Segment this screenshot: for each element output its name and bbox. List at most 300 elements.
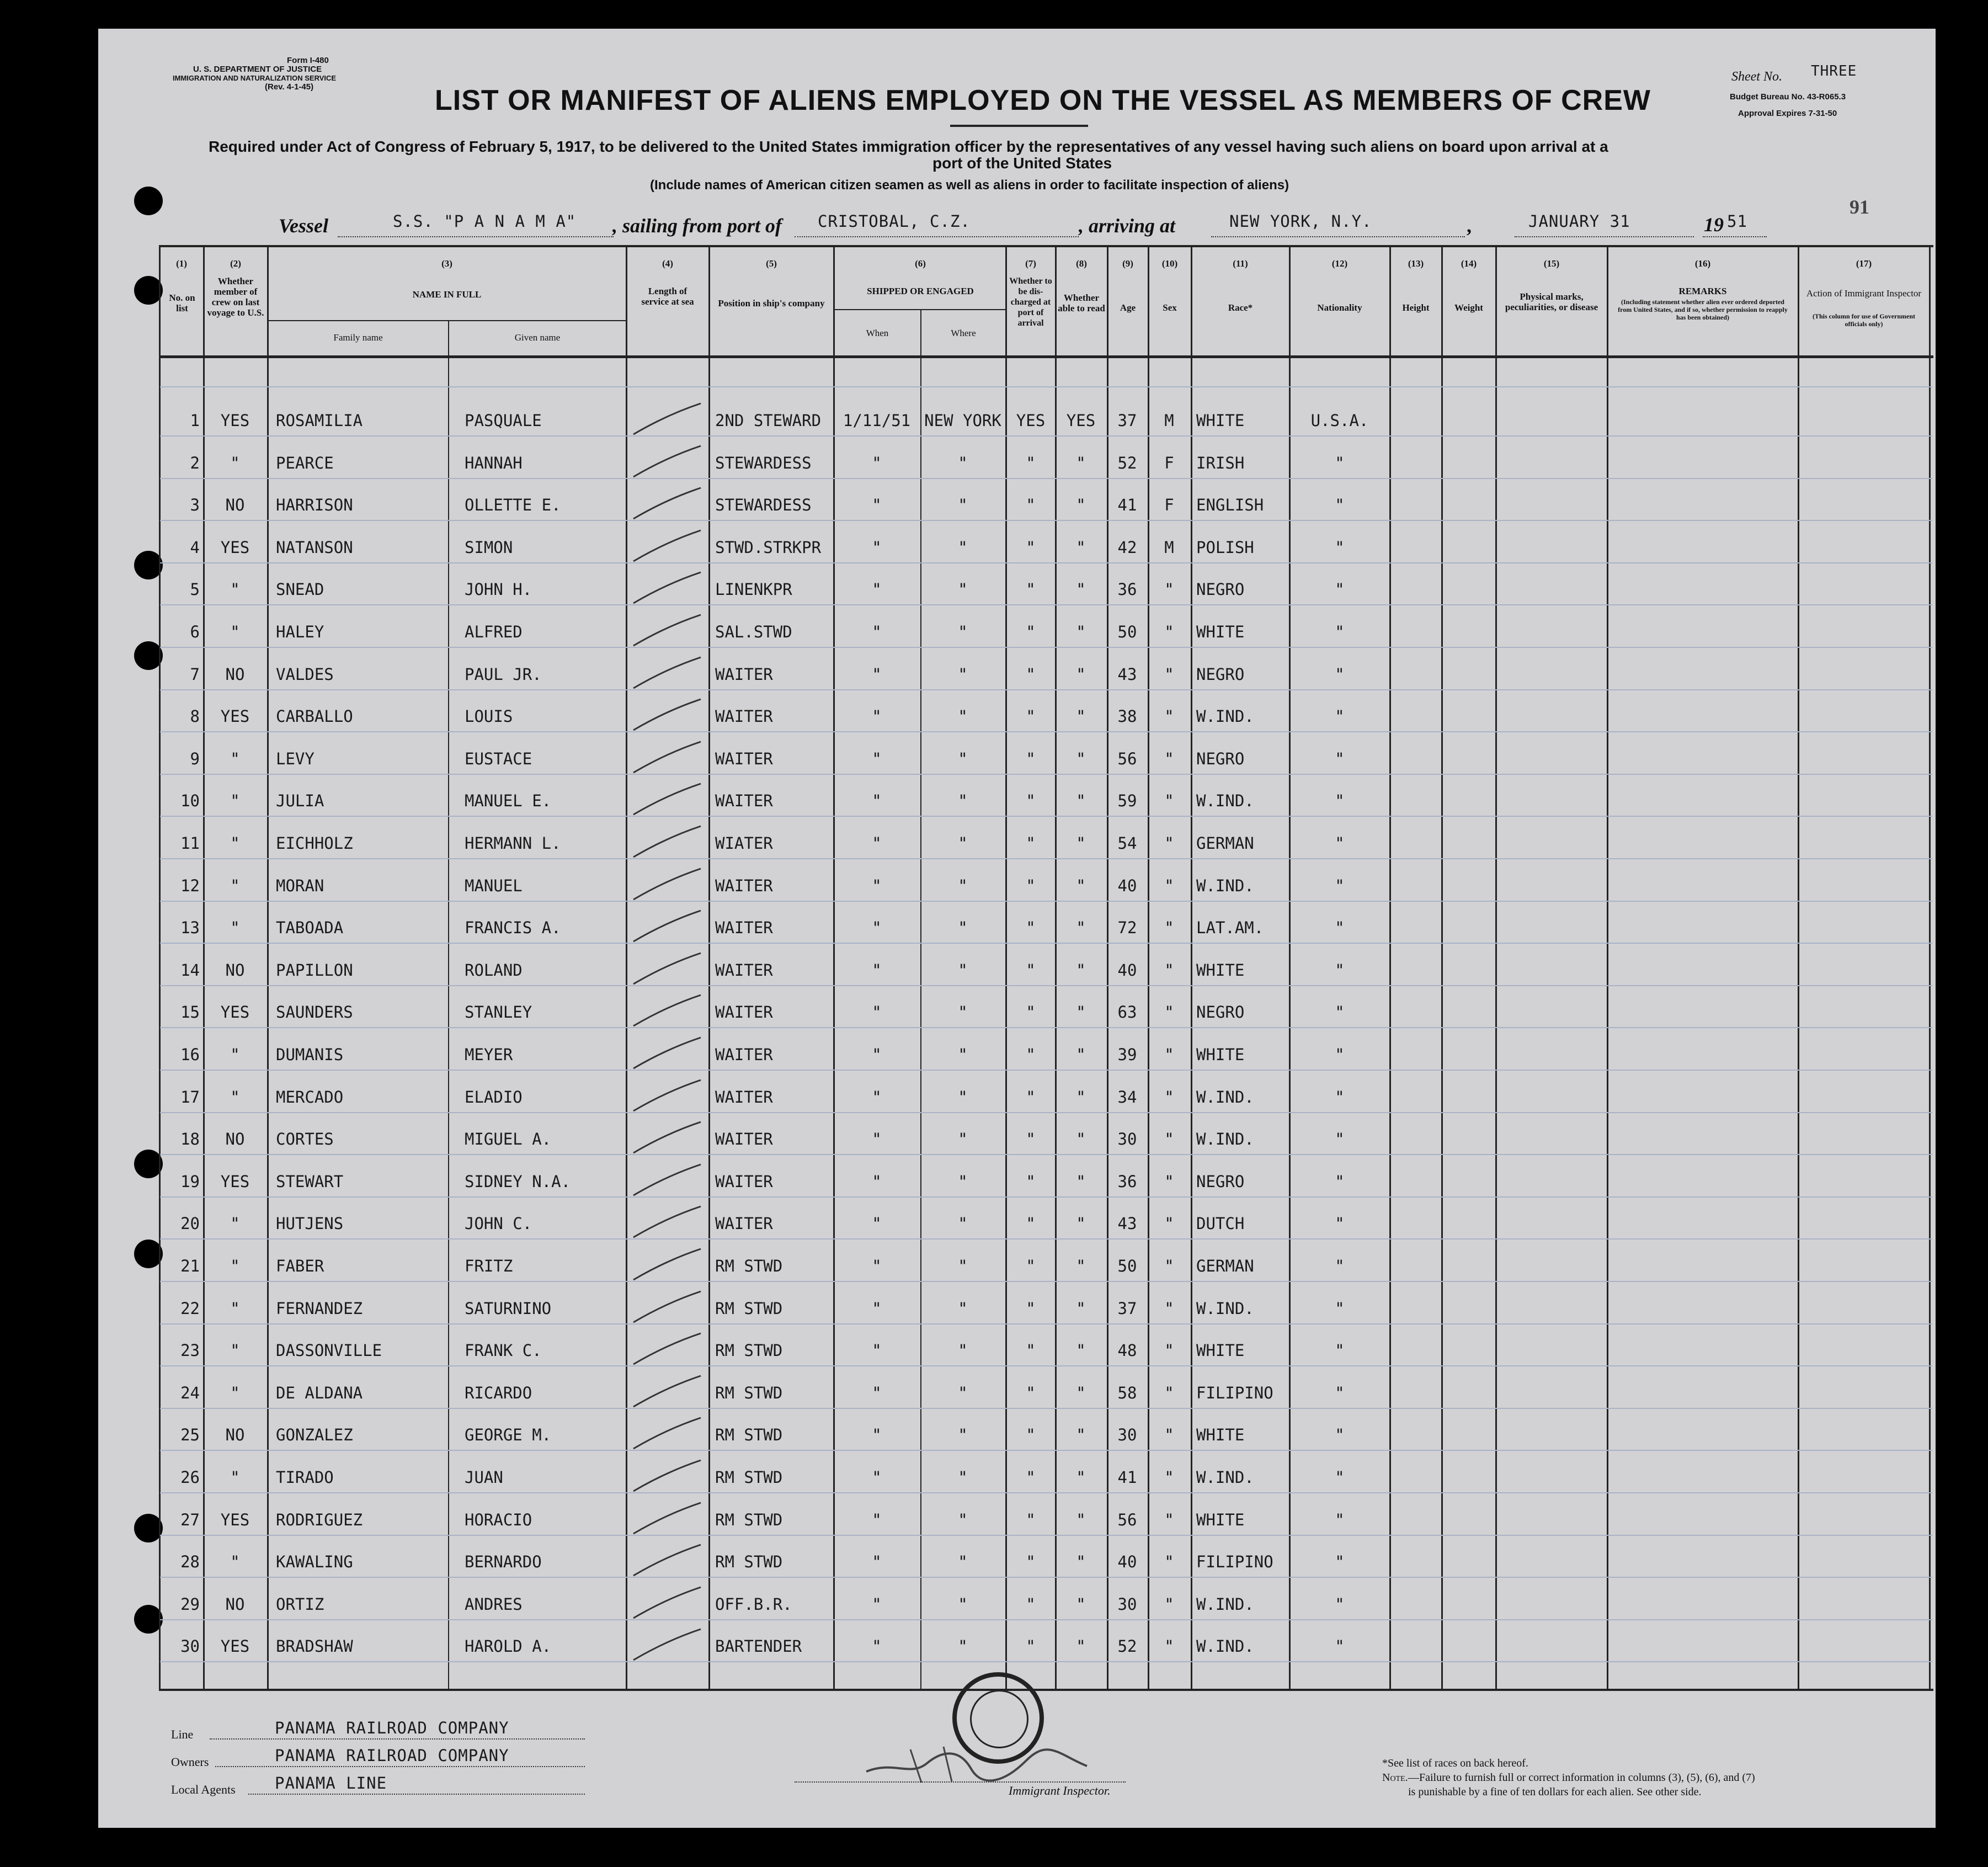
col3b-header: Given name — [514, 332, 561, 343]
race-note: *See list of races on back hereof. — [1382, 1757, 1528, 1769]
cell-age: 50 — [1117, 623, 1137, 641]
cell-nationality: " — [1335, 1468, 1345, 1487]
cell-given-name: MIGUEL A. — [465, 1130, 552, 1148]
col12-header: Nationality — [1317, 302, 1362, 313]
cell-number: 17 — [180, 1088, 200, 1107]
cell-number: 29 — [180, 1595, 200, 1614]
cell-previous-voyage: NO — [225, 1425, 245, 1444]
cell-discharged: " — [1026, 834, 1036, 853]
cell-family-name: RODRIGUEZ — [276, 1510, 363, 1529]
cell-position: OFF.B.R. — [715, 1595, 792, 1614]
cell-previous-voyage: YES — [220, 538, 250, 557]
cell-race: FILIPINO — [1196, 1552, 1273, 1571]
cell-given-name: BERNARDO — [465, 1552, 542, 1571]
cell-number: 27 — [180, 1510, 200, 1529]
form-service: IMMIGRATION AND NATURALIZATION SERVICE — [173, 74, 337, 82]
cell-able-to-read: " — [1076, 876, 1086, 895]
length-of-service-mark — [630, 1119, 705, 1157]
cell-number: 20 — [180, 1214, 200, 1233]
cell-position: STEWARDESS — [715, 454, 812, 472]
cell-family-name: BRADSHAW — [276, 1637, 353, 1656]
cell-sex: " — [1164, 1384, 1174, 1402]
cell-family-name: JULIA — [276, 791, 324, 810]
col-line — [708, 245, 710, 1691]
col-line — [1005, 245, 1007, 1691]
table-bottom-border — [159, 1689, 1933, 1691]
length-of-service-mark — [630, 569, 705, 608]
cell-shipped-when: " — [872, 496, 882, 514]
length-of-service-mark — [630, 1330, 705, 1369]
cell-able-to-read: " — [1076, 1595, 1086, 1614]
row-rule — [160, 1027, 1932, 1028]
cell-nationality: " — [1335, 496, 1345, 514]
cell-able-to-read: " — [1076, 454, 1086, 472]
cell-able-to-read: " — [1076, 1003, 1086, 1022]
cell-age: 37 — [1117, 411, 1137, 430]
row-rule — [160, 1408, 1932, 1409]
cell-given-name: HANNAH — [465, 454, 523, 472]
cell-discharged: " — [1026, 665, 1036, 684]
row-rule — [160, 435, 1932, 437]
row-rule — [160, 647, 1932, 648]
cell-able-to-read: " — [1076, 1468, 1086, 1487]
cell-shipped-when: " — [872, 1384, 882, 1402]
cell-race: GERMAN — [1196, 1257, 1254, 1275]
cell-age: 54 — [1117, 834, 1137, 853]
cell-number: 14 — [180, 961, 200, 980]
length-of-service-mark — [630, 865, 705, 904]
col3-number: (3) — [441, 258, 452, 269]
row-rule — [160, 985, 1932, 986]
cell-able-to-read: " — [1076, 1257, 1086, 1275]
length-of-service-mark — [630, 992, 705, 1030]
cell-race: W.IND. — [1196, 1130, 1254, 1148]
vessel-underline — [338, 236, 614, 237]
cell-previous-voyage: YES — [220, 1003, 250, 1022]
row-rule — [160, 478, 1932, 479]
cell-position: WAITER — [715, 749, 773, 768]
col11-header: Race* — [1228, 302, 1253, 313]
cell-given-name: PASQUALE — [465, 411, 542, 430]
cell-position: WIATER — [715, 834, 773, 853]
cell-shipped-when: " — [872, 1552, 882, 1571]
cell-given-name: ROLAND — [465, 961, 523, 980]
cell-nationality: " — [1335, 791, 1345, 810]
cell-shipped-where: " — [958, 1552, 968, 1571]
cell-position: STEWARDESS — [715, 496, 812, 514]
cell-previous-voyage: " — [230, 876, 240, 895]
col8-header: Whether able to read — [1058, 292, 1105, 313]
cell-race: ENGLISH — [1196, 496, 1264, 514]
row-rule — [160, 1661, 1932, 1662]
cell-race: W.IND. — [1196, 1468, 1254, 1487]
cell-age: 43 — [1117, 665, 1137, 684]
cell-race: WHITE — [1196, 623, 1245, 641]
cell-able-to-read: " — [1076, 1214, 1086, 1233]
cell-sex: " — [1164, 1257, 1174, 1275]
cell-discharged: " — [1026, 1384, 1036, 1402]
cell-sex: " — [1164, 834, 1174, 853]
col-line — [1929, 245, 1931, 1691]
cell-sex: " — [1164, 1425, 1174, 1444]
cell-position: STWD.STRKPR — [715, 538, 822, 557]
row-rule — [160, 1323, 1932, 1325]
row-rule — [160, 562, 1932, 563]
cell-age: 56 — [1117, 749, 1137, 768]
cell-shipped-when: " — [872, 1257, 882, 1275]
cell-number: 5 — [190, 580, 200, 599]
cell-discharged: " — [1026, 496, 1036, 514]
cell-age: 41 — [1117, 1468, 1137, 1487]
row-rule — [160, 1281, 1932, 1282]
col2-number: (2) — [230, 258, 241, 269]
cell-given-name: PAUL JR. — [465, 665, 542, 684]
cell-shipped-when: " — [872, 749, 882, 768]
cell-nationality: " — [1335, 1552, 1345, 1571]
length-of-service-mark — [630, 1161, 705, 1200]
cell-given-name: ANDRES — [465, 1595, 523, 1614]
col9-header: Age — [1120, 302, 1136, 313]
row-rule — [160, 816, 1932, 817]
cell-previous-voyage: " — [230, 918, 240, 937]
cell-previous-voyage: YES — [220, 707, 250, 726]
cell-race: W.IND. — [1196, 1637, 1254, 1656]
length-of-service-mark — [630, 1246, 705, 1284]
cell-given-name: HERMANN L. — [465, 834, 561, 853]
cell-discharged: " — [1026, 1214, 1036, 1233]
cell-discharged: " — [1026, 1172, 1036, 1191]
cell-age: 50 — [1117, 1257, 1137, 1275]
cell-position: WAITER — [715, 1130, 773, 1148]
cell-nationality: " — [1335, 454, 1345, 472]
cell-sex: " — [1164, 1172, 1174, 1191]
arriving-label: , arriving at — [1079, 215, 1176, 237]
cell-shipped-where: " — [958, 454, 968, 472]
cell-discharged: " — [1026, 707, 1036, 726]
title-underline — [950, 125, 1088, 127]
cell-position: RM STWD — [715, 1384, 783, 1402]
cell-number: 8 — [190, 707, 200, 726]
fine-note-label: Note. — [1382, 1772, 1408, 1784]
cell-nationality: " — [1335, 1045, 1345, 1064]
cell-race: FILIPINO — [1196, 1384, 1273, 1402]
cell-previous-voyage: " — [230, 580, 240, 599]
cell-shipped-when: 1/11/51 — [843, 411, 911, 430]
line-label: Line — [171, 1727, 194, 1741]
cell-shipped-where: " — [958, 961, 968, 980]
cell-age: 38 — [1117, 707, 1137, 726]
cell-sex: " — [1164, 665, 1174, 684]
cell-family-name: TABOADA — [276, 918, 344, 937]
cell-given-name: JOHN H. — [465, 580, 532, 599]
length-of-service-mark — [630, 1077, 705, 1115]
col13-number: (13) — [1408, 258, 1424, 269]
cell-sex: " — [1164, 1552, 1174, 1571]
cell-previous-voyage: " — [230, 1257, 240, 1275]
sheet-number-value: THREE — [1811, 63, 1857, 79]
cell-given-name: HORACIO — [465, 1510, 532, 1529]
cell-sex: " — [1164, 707, 1174, 726]
length-of-service-mark — [630, 1373, 705, 1411]
length-of-service-mark — [630, 654, 705, 693]
row-rule — [160, 943, 1932, 944]
cell-sex: " — [1164, 1299, 1174, 1318]
cell-age: 43 — [1117, 1214, 1137, 1233]
cell-shipped-when: " — [872, 961, 882, 980]
cell-able-to-read: " — [1076, 1172, 1086, 1191]
cell-number: 18 — [180, 1130, 200, 1148]
row-rule — [160, 1535, 1932, 1536]
inspector-signature — [861, 1738, 1092, 1788]
cell-number: 22 — [180, 1299, 200, 1318]
cell-family-name: HARRISON — [276, 496, 353, 514]
col17-header: Action of Immigrant Inspector — [1806, 288, 1922, 299]
cell-given-name: FRANCIS A. — [465, 918, 561, 937]
cell-given-name: FRITZ — [465, 1257, 513, 1275]
cell-previous-voyage: NO — [225, 1595, 245, 1614]
cell-previous-voyage: " — [230, 1299, 240, 1318]
cell-shipped-where: " — [958, 749, 968, 768]
cell-discharged: " — [1026, 1299, 1036, 1318]
length-of-service-mark — [630, 1584, 705, 1623]
row-rule — [160, 774, 1932, 775]
cell-shipped-when: " — [872, 876, 882, 895]
cell-given-name: HAROLD A. — [465, 1637, 552, 1656]
cell-position: WAITER — [715, 961, 773, 980]
form-revision: (Rev. 4-1-45) — [265, 82, 314, 92]
cell-able-to-read: " — [1076, 665, 1086, 684]
cell-shipped-when: " — [872, 1637, 882, 1656]
cell-race: DUTCH — [1196, 1214, 1245, 1233]
date-underline — [1515, 236, 1694, 237]
fine-note-text: —Failure to furnish full or correct information in columns (3), (5), (6), and (7) — [1408, 1772, 1755, 1784]
cell-shipped-when: " — [872, 1425, 882, 1444]
cell-sex: " — [1164, 580, 1174, 599]
subtitle-line1: Required under Act of Congress of February 5, 1917, to be delivered to the United States immigration officer by the representatives of any vessel having such aliens on board upon arrival at a — [209, 138, 1608, 155]
cell-family-name: DASSONVILLE — [276, 1341, 382, 1360]
cell-sex: " — [1164, 1510, 1174, 1529]
col16-number: (16) — [1694, 258, 1711, 269]
cell-discharged: " — [1026, 1425, 1036, 1444]
cell-sex: " — [1164, 1595, 1174, 1614]
col-line — [203, 245, 205, 1691]
col3a-header: Family name — [333, 332, 383, 343]
cell-number: 24 — [180, 1384, 200, 1402]
cell-race: NEGRO — [1196, 1172, 1245, 1191]
shipped-subheader-line — [833, 309, 1006, 310]
col2-header: Whether member of crew on last voyage to U.S. — [207, 276, 264, 318]
cell-able-to-read: " — [1076, 1299, 1086, 1318]
cell-race: NEGRO — [1196, 665, 1245, 684]
cell-given-name: SIMON — [465, 538, 513, 557]
cell-family-name: MORAN — [276, 876, 324, 895]
cell-previous-voyage: " — [230, 1468, 240, 1487]
cell-discharged: " — [1026, 1341, 1036, 1360]
cell-nationality: " — [1335, 876, 1345, 895]
cell-shipped-where: " — [958, 918, 968, 937]
cell-discharged: " — [1026, 1130, 1036, 1148]
cell-shipped-where: " — [958, 791, 968, 810]
cell-sex: M — [1164, 538, 1174, 557]
inspector-label: Immigrant Inspector. — [1009, 1784, 1111, 1797]
col11-number: (11) — [1233, 258, 1248, 269]
cell-position: WAITER — [715, 791, 773, 810]
cell-race: NEGRO — [1196, 580, 1245, 599]
cell-sex: " — [1164, 961, 1174, 980]
cell-position: RM STWD — [715, 1552, 783, 1571]
cell-age: 40 — [1117, 1552, 1137, 1571]
vessel-label: Vessel — [279, 215, 328, 237]
cell-age: 36 — [1117, 580, 1137, 599]
cell-position: WAITER — [715, 1172, 773, 1191]
cell-position: RM STWD — [715, 1468, 783, 1487]
cell-race: WHITE — [1196, 1425, 1245, 1444]
length-of-service-mark — [630, 780, 705, 819]
col-line — [1389, 245, 1391, 1691]
cell-previous-voyage: " — [230, 623, 240, 641]
sailing-label: , sailing from port of — [612, 215, 782, 237]
cell-discharged: " — [1026, 961, 1036, 980]
arriving-port: NEW YORK, N.Y. — [1229, 212, 1372, 231]
cell-shipped-where: " — [958, 1637, 968, 1656]
cell-age: 36 — [1117, 1172, 1137, 1191]
cell-sex: " — [1164, 1088, 1174, 1107]
cell-race: IRISH — [1196, 454, 1245, 472]
cell-shipped-when: " — [872, 1510, 882, 1529]
cell-shipped-when: " — [872, 834, 882, 853]
length-of-service-mark — [630, 1626, 705, 1664]
col5-header: Position in ship's company — [718, 298, 825, 308]
cell-nationality: " — [1335, 665, 1345, 684]
col10-header: Sex — [1163, 302, 1177, 313]
cell-number: 23 — [180, 1341, 200, 1360]
col4-header: Length of service at sea — [641, 286, 694, 307]
cell-race: POLISH — [1196, 538, 1254, 557]
col7-header: Whether to be dis-charged at port of arrival — [1009, 276, 1052, 328]
cell-race: W.IND. — [1196, 1088, 1254, 1107]
cell-family-name: GONZALEZ — [276, 1425, 353, 1444]
col-line — [159, 245, 161, 1691]
cell-nationality: " — [1335, 1003, 1345, 1022]
line-underline — [210, 1738, 585, 1740]
cell-age: 39 — [1117, 1045, 1137, 1064]
cell-sex: " — [1164, 876, 1174, 895]
cell-shipped-where: " — [958, 1214, 968, 1233]
col16-header: REMARKS — [1678, 286, 1727, 296]
col-line — [626, 245, 627, 1691]
cell-sex: " — [1164, 1045, 1174, 1064]
owners-value: PANAMA RAILROAD COMPANY — [275, 1746, 509, 1765]
cell-sex: F — [1164, 496, 1174, 514]
col-line — [448, 321, 449, 1691]
cell-able-to-read: " — [1076, 834, 1086, 853]
cell-able-to-read: " — [1076, 961, 1086, 980]
cell-position: RM STWD — [715, 1257, 783, 1275]
cell-race: NEGRO — [1196, 1003, 1245, 1022]
year-value: 51 — [1727, 212, 1747, 231]
col-line — [1441, 245, 1443, 1691]
year-underline — [1703, 236, 1767, 237]
agents-label: Local Agents — [171, 1783, 236, 1796]
cell-race: W.IND. — [1196, 1299, 1254, 1318]
cell-number: 28 — [180, 1552, 200, 1571]
cell-able-to-read: " — [1076, 749, 1086, 768]
cell-number: 12 — [180, 876, 200, 895]
cell-race: W.IND. — [1196, 1595, 1254, 1614]
cell-discharged: " — [1026, 623, 1036, 641]
cell-position: WAITER — [715, 1003, 773, 1022]
cell-shipped-when: " — [872, 1130, 882, 1148]
cell-number: 16 — [180, 1045, 200, 1064]
length-of-service-mark — [630, 1541, 705, 1580]
cell-shipped-where: " — [958, 834, 968, 853]
cell-family-name: DE ALDANA — [276, 1384, 363, 1402]
cell-discharged: " — [1026, 876, 1036, 895]
cell-nationality: " — [1335, 580, 1345, 599]
cell-sex: F — [1164, 454, 1174, 472]
agents-underline — [248, 1794, 585, 1795]
cell-shipped-when: " — [872, 1595, 882, 1614]
cell-number: 25 — [180, 1425, 200, 1444]
cell-given-name: ALFRED — [465, 623, 523, 641]
year-prefix: 19 — [1704, 214, 1724, 236]
cell-number: 26 — [180, 1468, 200, 1487]
cell-sex: M — [1164, 411, 1174, 430]
cell-previous-voyage: " — [230, 1214, 240, 1233]
length-of-service-mark — [630, 1203, 705, 1242]
cell-sex: " — [1164, 1468, 1174, 1487]
cell-nationality: " — [1335, 918, 1345, 937]
cell-discharged: " — [1026, 791, 1036, 810]
cell-nationality: " — [1335, 1425, 1345, 1444]
cell-age: 30 — [1117, 1595, 1137, 1614]
row-rule — [160, 1070, 1932, 1071]
cell-given-name: ELADIO — [465, 1088, 523, 1107]
cell-discharged: " — [1026, 454, 1036, 472]
cell-discharged: " — [1026, 1552, 1036, 1571]
cell-position: RM STWD — [715, 1299, 783, 1318]
length-of-service-mark — [630, 823, 705, 861]
cell-nationality: " — [1335, 1510, 1345, 1529]
row-rule — [160, 1112, 1932, 1113]
cell-shipped-when: " — [872, 538, 882, 557]
cell-position: RM STWD — [715, 1341, 783, 1360]
cell-family-name: MERCADO — [276, 1088, 344, 1107]
cell-family-name: HALEY — [276, 623, 324, 641]
manifest-title: LIST OR MANIFEST OF ALIENS EMPLOYED ON THE VESSEL AS MEMBERS OF CREW — [435, 84, 1651, 116]
cell-given-name: FRANK C. — [465, 1341, 542, 1360]
cell-able-to-read: " — [1076, 1510, 1086, 1529]
cell-given-name: RICARDO — [465, 1384, 532, 1402]
cell-discharged: " — [1026, 1003, 1036, 1022]
length-of-service-mark — [630, 1414, 705, 1453]
owners-underline — [215, 1766, 585, 1767]
row-rule — [160, 1577, 1932, 1578]
cell-previous-voyage: NO — [225, 961, 245, 980]
table-top-border — [159, 245, 1933, 247]
cell-position: WAITER — [715, 665, 773, 684]
cell-position: WAITER — [715, 876, 773, 895]
sailing-underline — [795, 236, 1079, 237]
cell-age: 52 — [1117, 454, 1137, 472]
cell-race: WHITE — [1196, 961, 1245, 980]
cell-discharged: " — [1026, 749, 1036, 768]
col8-number: (8) — [1076, 258, 1087, 269]
cell-able-to-read: " — [1076, 1384, 1086, 1402]
length-of-service-mark — [630, 1457, 705, 1496]
cell-family-name: SAUNDERS — [276, 1003, 353, 1022]
col9-number: (9) — [1122, 258, 1133, 269]
